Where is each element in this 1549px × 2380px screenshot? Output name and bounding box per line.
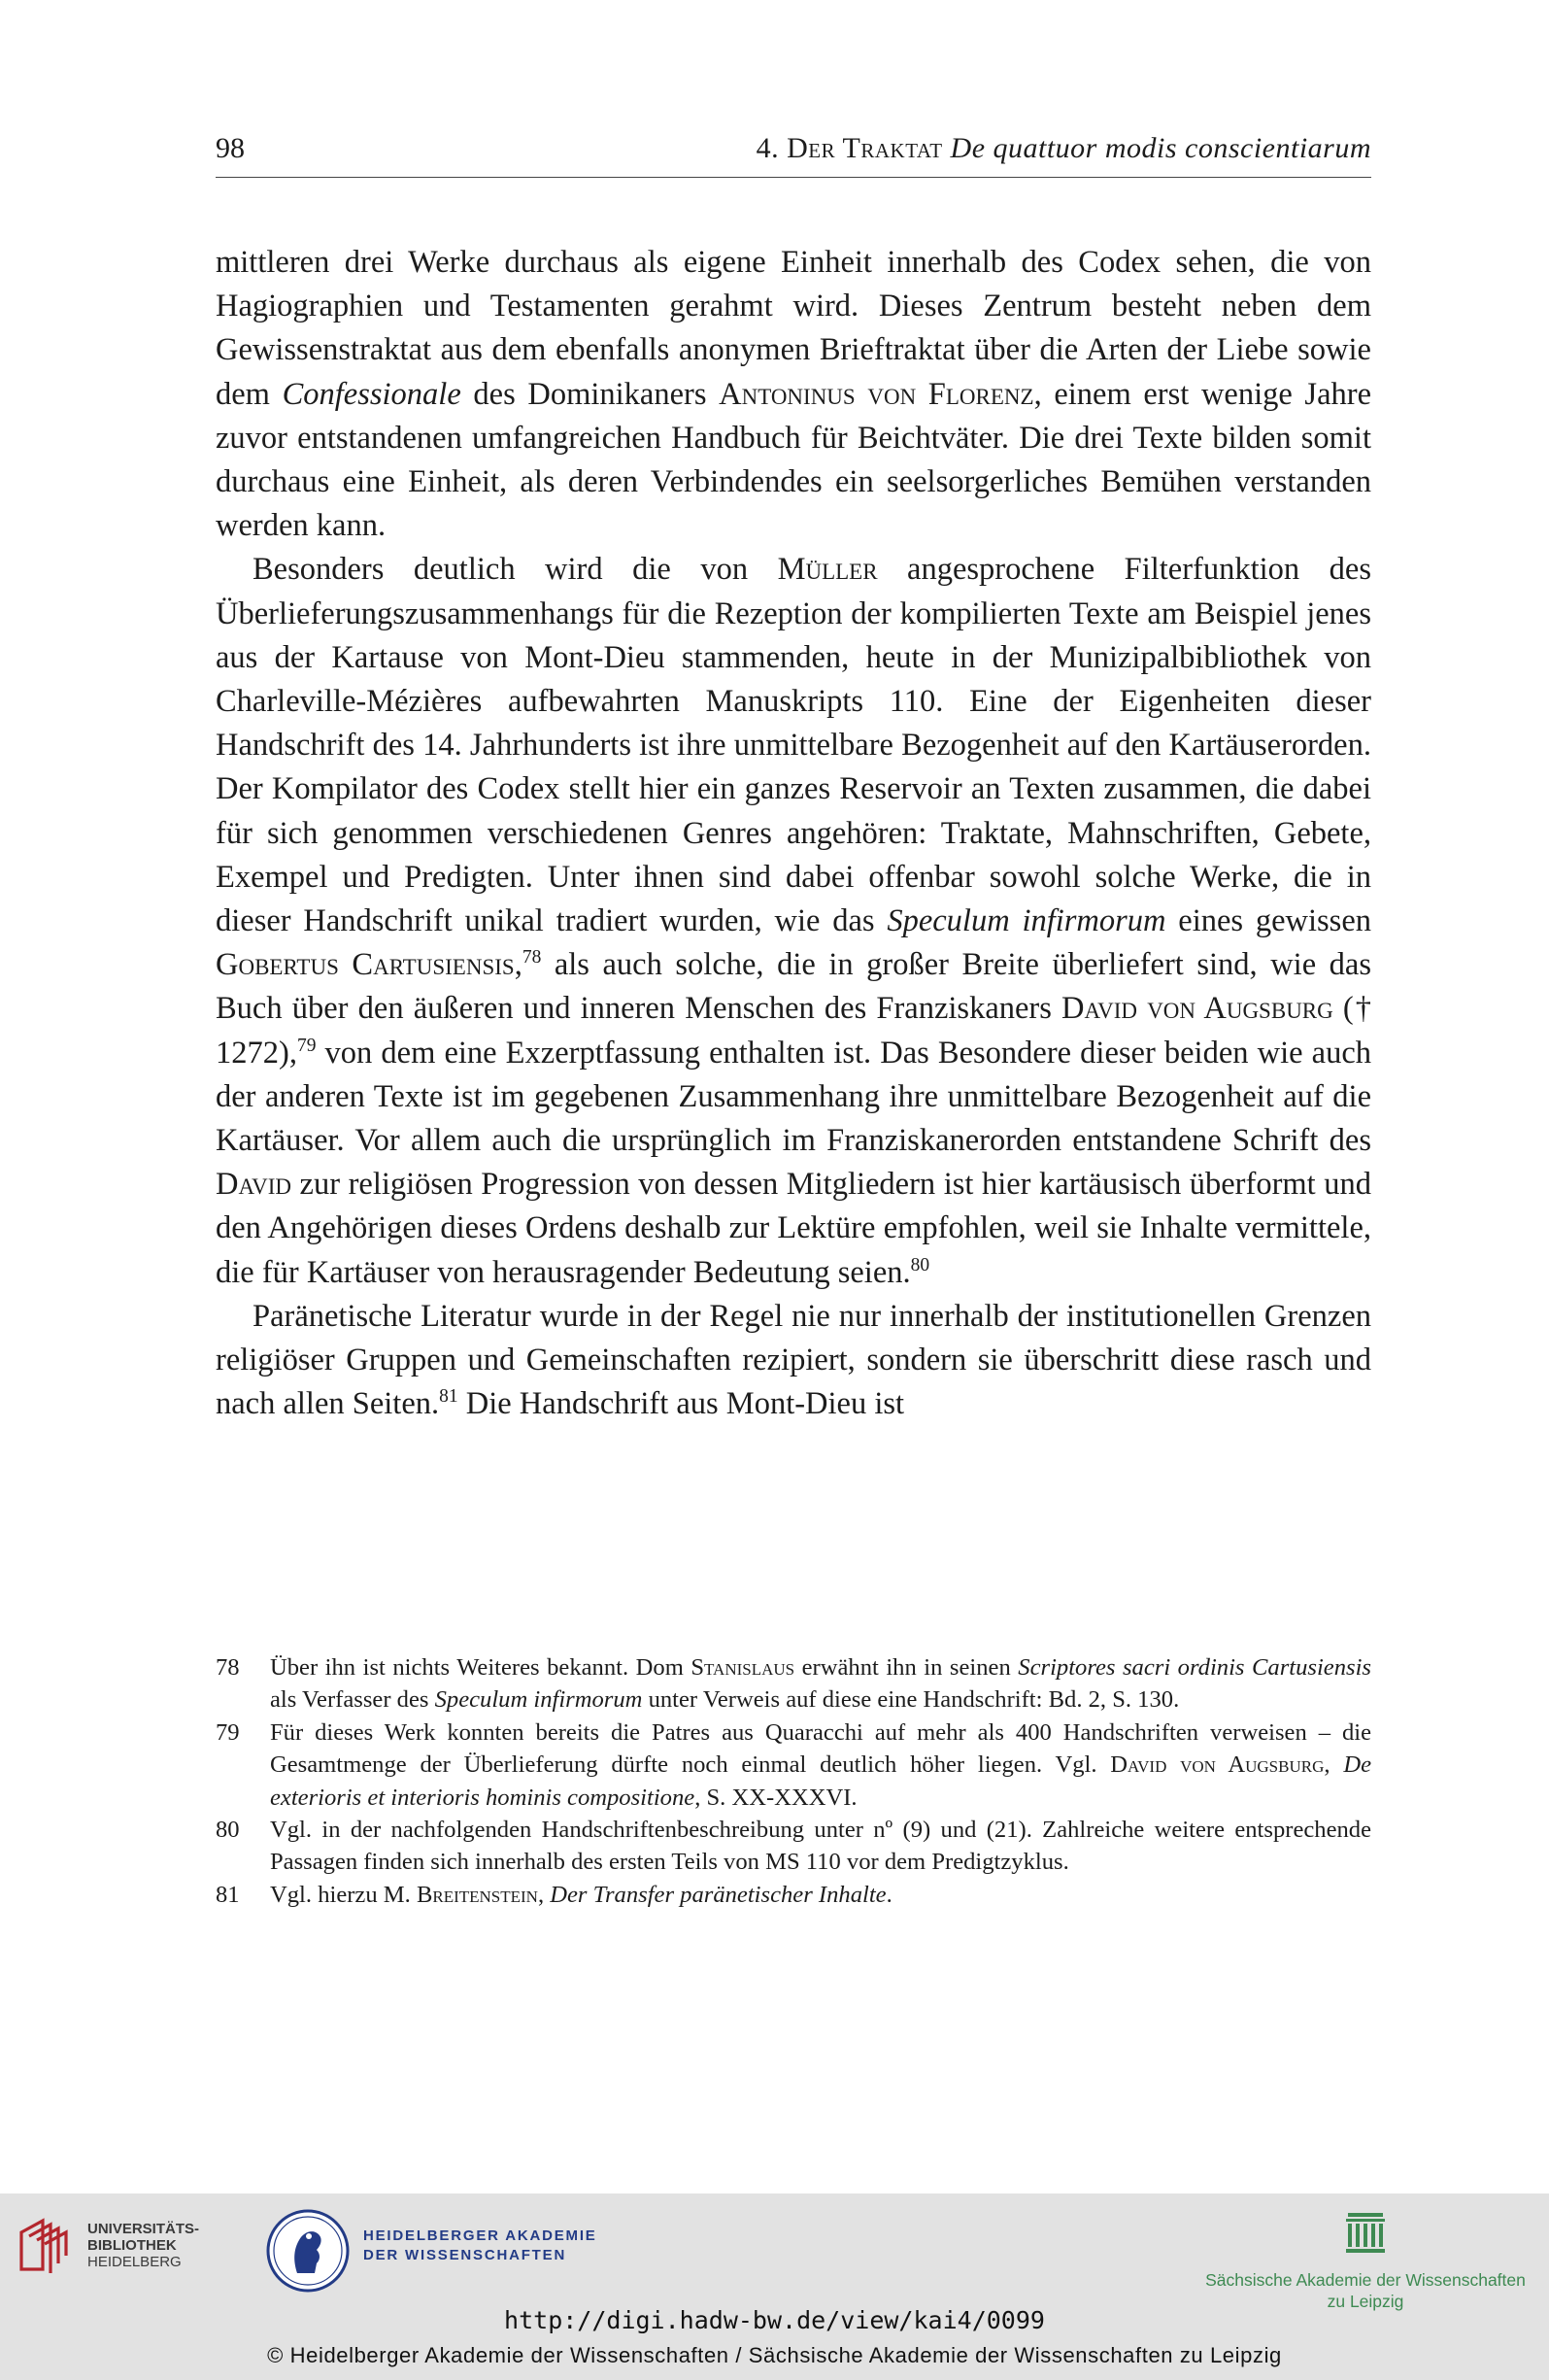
text-run: Vgl. in der nachfolgenden Handschriftenbeschreibung unter nº (9) und (21). Zahlreiche weitere entsprechende Passagen finden sich innerhalb des ersten Teils von MS 110 vor dem Predigtzyklus. <box>270 1817 1371 1876</box>
footnote-ref-81[interactable]: 81 <box>439 1386 458 1408</box>
footnote-79 <box>216 1717 1371 1814</box>
person-name: Stanislaus <box>690 1654 795 1681</box>
saw-building-icon <box>1200 2207 1531 2265</box>
person-name: David von Augsburg <box>1110 1751 1325 1779</box>
footnote-ref-80[interactable]: 80 <box>910 1254 930 1275</box>
text-run: zur religiösen Progression von dessen Mitgliedern ist hier kartäusisch überformt und den Angehörigen dieses Ordens deshalb zur Lektüre empfohlen, weil sie Inhalte vermittele, die für Kartäuser von herausragender Bedeutung seien. <box>216 1167 1371 1290</box>
paragraph-2 <box>216 548 1371 1294</box>
paragraph-3 <box>216 1295 1371 1427</box>
saw-leipzig-logo[interactable] <box>1200 2207 1531 2311</box>
text-run: unter Verweis auf diese eine Handschrift: Bd. 2, S. 130. <box>642 1686 1180 1714</box>
text-run: , <box>537 1881 551 1908</box>
hadw-logo-text <box>363 2227 597 2265</box>
hadw-medallion-icon <box>264 2207 352 2295</box>
paragraph-1 <box>216 241 1371 548</box>
ub-line-2: BIBLIOTHEK <box>87 2237 177 2254</box>
text-run: , einem erst wenige Jahre zuvor entstandenen umfangreichen Handbuch für Beichtväter. Die drei Texte bilden somit durchaus eine Einheit, als deren Verbindendes ein seelsorgerliches Bemühen verstanden werden kann. <box>216 376 1371 544</box>
hadw-logo[interactable] <box>264 2207 614 2295</box>
text-run: eines gewissen <box>1165 903 1371 939</box>
footnote-number: 79 <box>216 1718 240 1746</box>
body-text <box>216 241 1371 1426</box>
running-head <box>757 128 1371 169</box>
ub-line-3: HEIDELBERG <box>87 2254 182 2270</box>
hadw-line-2: DER WISSENSCHAFTEN <box>363 2247 567 2263</box>
running-head-title: De quattuor modis conscientiarum <box>950 132 1371 164</box>
hadw-line-1: HEIDELBERGER AKADEMIE <box>363 2227 597 2244</box>
text-run: von dem eine Exzerptfassung enthalten ist. Das Besondere dieser beiden wie auch der anderen Texte ist im gegebenen Zusammenhang ihre unmittelbare Bezogenheit auf die Kartäuser. Vor allem auch die ursprünglich im Franziskanerorden entstandene Schrift des <box>216 1035 1371 1159</box>
italic-title: Speculum infirmorum <box>887 903 1166 939</box>
footnote-80 <box>216 1814 1371 1879</box>
text-run: , <box>1324 1751 1344 1779</box>
italic-title: Speculum infirmorum <box>434 1686 643 1714</box>
ub-logo-text <box>87 2221 199 2270</box>
ub-line-1: UNIVERSITÄTS- <box>87 2221 200 2237</box>
text-run: Besonders deutlich wird die von <box>253 552 778 588</box>
person-name: Gobertus Cartusiensis <box>216 947 515 983</box>
text-run: Die Handschrift aus Mont-Dieu ist <box>457 1386 905 1422</box>
footnote-number: 80 <box>216 1817 240 1844</box>
footnote-ref-79[interactable]: 79 <box>296 1035 317 1056</box>
ub-emblem-icon <box>16 2213 80 2277</box>
italic-title: Der Transfer paränetischer Inhalte <box>550 1881 887 1908</box>
footnotes <box>216 1651 1371 1911</box>
text-run: Paränetische Literatur wurde in der Regel nie nur innerhalb der institutionellen Grenzen religiöser Gruppen und Gemeinschaften rezipiert, sondern sie überschritt diese rasch und nach allen Seiten. <box>216 1298 1371 1422</box>
text-run: († 1272), <box>216 991 1372 1071</box>
person-name: Müller <box>777 552 878 588</box>
permalink-url[interactable]: http://digi.hadw-bw.de/view/kai4/0099 <box>504 2306 1045 2334</box>
ub-heidelberg-logo[interactable] <box>16 2213 219 2281</box>
running-header <box>216 128 1371 178</box>
italic-title: Confessionale <box>282 376 461 412</box>
text-run: . <box>886 1881 892 1908</box>
text-run: angesprochene Filterfunktion des Überlieferungszusammenhangs für die Rezeption der kompilierten Texte am Beispiel jenes aus der Kartause von Mont-Dieu stammenden, heute in der Munizipalbibliothek von Charleville-Mézières aufbewahrten Manuskripts 110. Eine der Eigenheiten dieser Handschrift des 14. Jahrhunderts ist ihre unmittelbare Bezogenheit auf den Kartäuserorden. Der Kompilator des Codex stellt hier ein ganzes Reservoir an Texten zusammen, die dabei für sich genommen verschiedenen Genres angehören: Traktate, Mahnschriften, Gebete, Exempel und Predigten. Unter ihnen sind dabei offenbar sowohl solche Werke, die in dieser Handschrift unikal tradiert wurden, wie das <box>216 552 1371 939</box>
text-run: , S. XX-XXXVI. <box>694 1784 858 1811</box>
copyright-notice: © Heidelberger Akademie der Wissenschaften / Sächsische Akademie der Wissenschaften zu Leipzig <box>267 2343 1282 2367</box>
page-number: 98 <box>216 132 245 164</box>
text-run: , <box>514 947 522 983</box>
italic-title: Scriptores sacri ordinis Cartusiensis <box>1018 1654 1371 1681</box>
text-run: Über ihn ist nichts Weiteres bekannt. Dom <box>270 1654 691 1681</box>
person-name: David von Augsburg <box>1061 991 1333 1027</box>
digitization-footer <box>0 2193 1549 2380</box>
saw-line-1: Sächsische Akademie der Wissenschaften <box>1205 2270 1526 2290</box>
text-run: des Dominikaners <box>460 376 720 412</box>
footnote-number: 81 <box>216 1881 240 1908</box>
running-head-chapter: Der Traktat <box>787 132 943 164</box>
text-run: mittleren drei Werke durchaus als eigene Einheit innerhalb des Codex sehen, die von Hagiographien und Testamenten gerahmt wird. Dieses Zentrum besteht neben dem Gewissenstraktat aus dem ebenfalls anonymen Brieftraktat über die Arten der Liebe sowie dem <box>216 245 1371 412</box>
text-run: erwähnt ihn in seinen <box>794 1654 1019 1681</box>
text-run: Für dieses Werk konnten bereits die Patres aus Quaracchi auf mehr als 400 Handschriften verweisen – die Gesamtmenge der Überlieferung dürfte noch einmal deutlich höher liegen. Vgl. <box>270 1718 1371 1779</box>
footnote-81 <box>216 1879 1371 1911</box>
text-run: Vgl. hierzu M. <box>270 1881 417 1908</box>
running-head-prefix: 4. <box>756 132 788 164</box>
text-run: als Verfasser des <box>270 1686 435 1714</box>
italic-title: De exterioris et interioris hominis compositione <box>270 1751 1371 1811</box>
saw-line-2: zu Leipzig <box>1327 2292 1404 2311</box>
person-name: Antoninus von Florenz <box>719 376 1034 412</box>
footnote-number: 78 <box>216 1654 240 1681</box>
footnote-78 <box>216 1651 1371 1717</box>
person-name: Breitenstein <box>416 1881 538 1908</box>
footnote-ref-78[interactable]: 78 <box>522 947 542 969</box>
person-name: David <box>216 1167 291 1203</box>
text-run: als auch solche, die in großer Breite überliefert sind, wie das Buch über den äußeren und inneren Menschen des Franziskaners <box>216 947 1372 1027</box>
